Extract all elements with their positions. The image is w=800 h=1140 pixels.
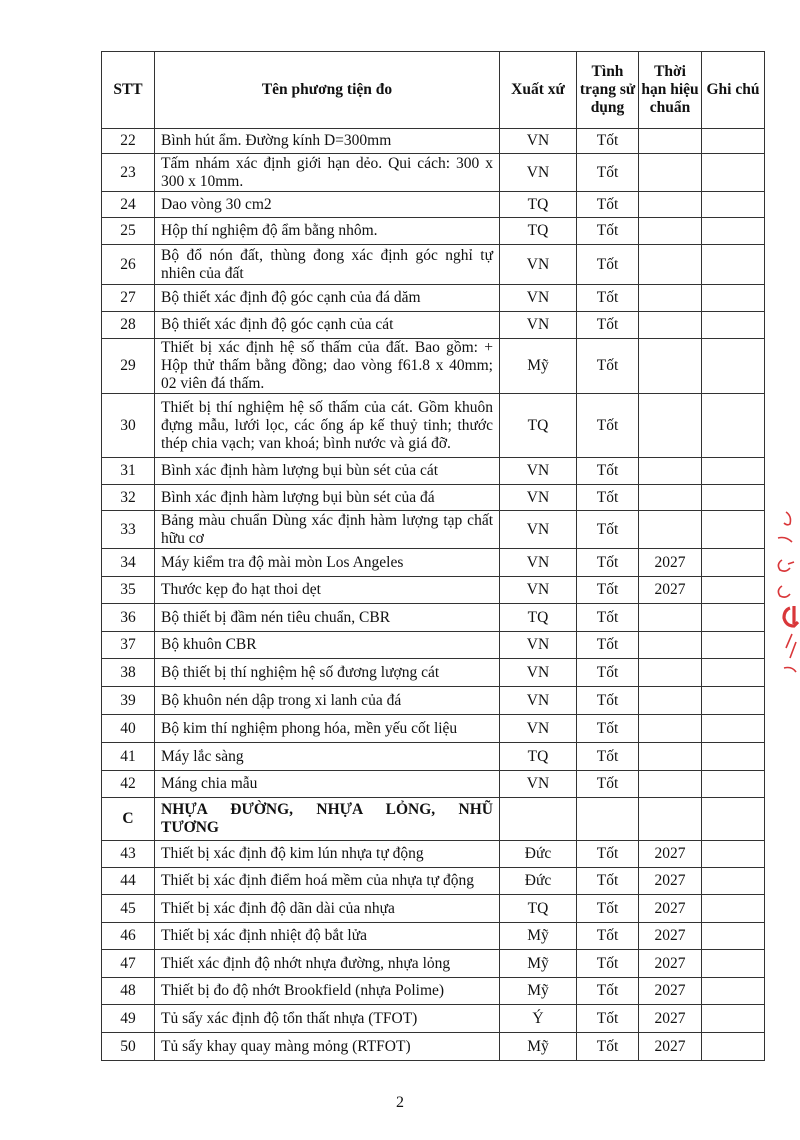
table-row — [102, 632, 765, 659]
cell-note — [702, 715, 765, 743]
table-row — [102, 129, 765, 154]
cell-name: Thiết xác định độ nhớt nhựa đường, nhựa lỏng — [155, 950, 500, 978]
cell-status: Tốt — [577, 978, 639, 1005]
cell-stt: 29 — [102, 339, 155, 394]
cell-origin: Mỹ — [500, 950, 577, 978]
cell-name: Bộ khuôn CBR — [155, 632, 500, 659]
cell-origin: TQ — [500, 192, 577, 218]
cell-calibration: 2027 — [639, 549, 702, 577]
cell-stt: 40 — [102, 715, 155, 743]
cell-note — [702, 192, 765, 218]
cell-name: Bình hút ẩm. Đường kính D=300mm — [155, 129, 500, 154]
header-calibration: Thời hạn hiệu chuẩn — [639, 52, 702, 129]
cell-stt: 36 — [102, 604, 155, 632]
cell-status: Tốt — [577, 218, 639, 245]
cell-name: Dao vòng 30 cm2 — [155, 192, 500, 218]
cell-stt: 28 — [102, 312, 155, 339]
table-row — [102, 458, 765, 485]
cell-stt: 25 — [102, 218, 155, 245]
cell-status: Tốt — [577, 923, 639, 950]
cell-status: Tốt — [577, 1005, 639, 1033]
table-row — [102, 245, 765, 285]
cell-note — [702, 245, 765, 285]
cell-stt: 22 — [102, 129, 155, 154]
page-number: 2 — [396, 1094, 404, 1111]
table-row — [102, 895, 765, 923]
cell-calibration: 2027 — [639, 1033, 702, 1061]
cell-stt: C — [102, 798, 155, 841]
cell-stt: 48 — [102, 978, 155, 1005]
cell-note — [702, 895, 765, 923]
cell-stt: 33 — [102, 511, 155, 549]
cell-note — [702, 129, 765, 154]
cell-calibration — [639, 129, 702, 154]
cell-stt: 43 — [102, 841, 155, 868]
table-row — [102, 511, 765, 549]
cell-note — [702, 285, 765, 312]
cell-note — [702, 312, 765, 339]
cell-name: Bộ đổ nón đất, thùng đong xác định góc nghỉ tự nhiên của đất — [155, 245, 500, 285]
cell-origin: TQ — [500, 604, 577, 632]
cell-status: Tốt — [577, 841, 639, 868]
cell-status: Tốt — [577, 577, 639, 604]
cell-calibration — [639, 285, 702, 312]
header-status: Tình trạng sử dụng — [577, 52, 639, 129]
cell-calibration — [639, 312, 702, 339]
cell-note — [702, 604, 765, 632]
cell-calibration — [639, 339, 702, 394]
cell-origin: Mỹ — [500, 978, 577, 1005]
cell-status: Tốt — [577, 511, 639, 549]
table-row — [102, 978, 765, 1005]
cell-stt: 34 — [102, 549, 155, 577]
cell-note — [702, 154, 765, 192]
cell-note — [702, 978, 765, 1005]
cell-origin: Đức — [500, 868, 577, 895]
cell-calibration — [639, 245, 702, 285]
cell-status: Tốt — [577, 771, 639, 798]
cell-name: Bộ kim thí nghiệm phong hóa, mền yếu cốt liệu — [155, 715, 500, 743]
cell-calibration: 2027 — [639, 868, 702, 895]
cell-name: Thiết bị thí nghiệm hệ số thấm của cát. Gồm khuôn đựng mẫu, lưới lọc, các ống áp kế thuỷ tinh; thước thép chia vạch; van khoá; bình nước và giá đỡ. — [155, 394, 500, 458]
cell-status: Tốt — [577, 549, 639, 577]
cell-name: Bình xác định hàm lượng bụi bùn sét của đá — [155, 485, 500, 511]
table-row — [102, 218, 765, 245]
cell-calibration — [639, 659, 702, 687]
cell-origin — [500, 798, 577, 841]
cell-stt: 39 — [102, 687, 155, 715]
cell-origin: VN — [500, 154, 577, 192]
cell-status — [577, 798, 639, 841]
cell-note — [702, 339, 765, 394]
table-row — [102, 659, 765, 687]
cell-calibration — [639, 632, 702, 659]
table-row — [102, 339, 765, 394]
cell-origin: VN — [500, 285, 577, 312]
table-row — [102, 771, 765, 798]
cell-calibration — [639, 218, 702, 245]
cell-calibration — [639, 687, 702, 715]
cell-note — [702, 868, 765, 895]
table-body — [102, 129, 765, 1061]
table-row — [102, 285, 765, 312]
table-row — [102, 154, 765, 192]
cell-name: Thiết bị xác định độ dãn dài của nhựa — [155, 895, 500, 923]
cell-name: Máng chia mẫu — [155, 771, 500, 798]
cell-origin: VN — [500, 245, 577, 285]
cell-name: Hộp thí nghiệm độ ẩm bằng nhôm. — [155, 218, 500, 245]
table-row — [102, 687, 765, 715]
cell-stt: 31 — [102, 458, 155, 485]
table-row — [102, 604, 765, 632]
cell-note — [702, 1005, 765, 1033]
cell-stt: 23 — [102, 154, 155, 192]
cell-note — [702, 798, 765, 841]
cell-origin: VN — [500, 715, 577, 743]
cell-name: Tủ sấy khay quay màng mỏng (RTFOT) — [155, 1033, 500, 1061]
cell-stt: 24 — [102, 192, 155, 218]
cell-status: Tốt — [577, 868, 639, 895]
cell-origin: VN — [500, 312, 577, 339]
cell-origin: Mỹ — [500, 339, 577, 394]
cell-origin: VN — [500, 549, 577, 577]
cell-note — [702, 549, 765, 577]
table-row — [102, 923, 765, 950]
red-stamp-fragment — [760, 498, 800, 688]
cell-name: Bộ thiết bị thí nghiệm hệ số đương lượng cát — [155, 659, 500, 687]
cell-calibration: 2027 — [639, 923, 702, 950]
cell-calibration — [639, 798, 702, 841]
cell-name: Thiết bị xác định nhiệt độ bắt lửa — [155, 923, 500, 950]
cell-status: Tốt — [577, 312, 639, 339]
cell-stt: 42 — [102, 771, 155, 798]
cell-origin: VN — [500, 632, 577, 659]
cell-status: Tốt — [577, 394, 639, 458]
cell-calibration — [639, 511, 702, 549]
cell-calibration — [639, 771, 702, 798]
cell-calibration: 2027 — [639, 895, 702, 923]
cell-stt: 49 — [102, 1005, 155, 1033]
table-row — [102, 841, 765, 868]
cell-stt: 26 — [102, 245, 155, 285]
cell-stt: 45 — [102, 895, 155, 923]
cell-name: Thiết bị xác định điểm hoá mềm của nhựa tự động — [155, 868, 500, 895]
cell-calibration: 2027 — [639, 841, 702, 868]
cell-origin: TQ — [500, 218, 577, 245]
cell-name: Tủ sấy xác định độ tổn thất nhựa (TFOT) — [155, 1005, 500, 1033]
cell-name: Bảng màu chuẩn Dùng xác định hàm lượng tạp chất hữu cơ — [155, 511, 500, 549]
cell-note — [702, 458, 765, 485]
cell-calibration: 2027 — [639, 577, 702, 604]
cell-status: Tốt — [577, 632, 639, 659]
cell-status: Tốt — [577, 245, 639, 285]
cell-origin: VN — [500, 511, 577, 549]
cell-origin: VN — [500, 687, 577, 715]
cell-note — [702, 687, 765, 715]
cell-name: Máy kiểm tra độ mài mòn Los Angeles — [155, 549, 500, 577]
cell-status: Tốt — [577, 659, 639, 687]
cell-status: Tốt — [577, 1033, 639, 1061]
cell-name: Bộ thiết xác định độ góc cạnh của cát — [155, 312, 500, 339]
cell-calibration — [639, 154, 702, 192]
cell-stt: 32 — [102, 485, 155, 511]
cell-status: Tốt — [577, 895, 639, 923]
cell-origin: Mỹ — [500, 923, 577, 950]
table-row — [102, 1033, 765, 1061]
cell-name: Thiết bị xác định hệ số thấm của đất. Bao gồm: + Hộp thử thấm bằng đồng; dao vòng f61.8 x 40mm; 02 viên đá thấm. — [155, 339, 500, 394]
cell-calibration: 2027 — [639, 1005, 702, 1033]
table-row — [102, 312, 765, 339]
cell-name: Thiết bị đo độ nhớt Brookfield (nhựa Polime) — [155, 978, 500, 1005]
header-name: Tên phương tiện đo — [155, 52, 500, 129]
cell-origin: Mỹ — [500, 1033, 577, 1061]
cell-stt: 27 — [102, 285, 155, 312]
cell-name: Bộ thiết xác định độ góc cạnh của đá dăm — [155, 285, 500, 312]
cell-name: Bình xác định hàm lượng bụi bùn sét của cát — [155, 458, 500, 485]
cell-origin: VN — [500, 577, 577, 604]
cell-status: Tốt — [577, 743, 639, 771]
cell-name: Thước kẹp đo hạt thoi dẹt — [155, 577, 500, 604]
header-stt: STT — [102, 52, 155, 129]
table-row — [102, 715, 765, 743]
cell-calibration — [639, 192, 702, 218]
cell-status: Tốt — [577, 192, 639, 218]
cell-calibration: 2027 — [639, 978, 702, 1005]
table-row — [102, 394, 765, 458]
cell-status: Tốt — [577, 285, 639, 312]
cell-stt: 46 — [102, 923, 155, 950]
cell-origin: VN — [500, 129, 577, 154]
cell-stt: 37 — [102, 632, 155, 659]
cell-origin: Đức — [500, 841, 577, 868]
cell-name: Tấm nhám xác định giới hạn dẻo. Qui cách: 300 x 300 x 10mm. — [155, 154, 500, 192]
cell-name: Máy lắc sàng — [155, 743, 500, 771]
cell-note — [702, 950, 765, 978]
table-row — [102, 549, 765, 577]
cell-origin: VN — [500, 458, 577, 485]
cell-name: Bộ thiết bị đầm nén tiêu chuẩn, CBR — [155, 604, 500, 632]
cell-status: Tốt — [577, 604, 639, 632]
cell-origin: TQ — [500, 743, 577, 771]
cell-name: Bộ khuôn nén dập trong xi lanh của đá — [155, 687, 500, 715]
cell-name: NHỰA ĐƯỜNG, NHỰA LỎNG, NHŨ TƯƠNG — [155, 798, 500, 841]
cell-status: Tốt — [577, 950, 639, 978]
cell-origin: Ý — [500, 1005, 577, 1033]
cell-calibration — [639, 485, 702, 511]
cell-note — [702, 218, 765, 245]
table-row — [102, 950, 765, 978]
cell-note — [702, 511, 765, 549]
table-row — [102, 577, 765, 604]
header-note: Ghi chú — [702, 52, 765, 129]
section-row — [102, 798, 765, 841]
cell-stt: 47 — [102, 950, 155, 978]
cell-origin: TQ — [500, 895, 577, 923]
cell-note — [702, 771, 765, 798]
cell-status: Tốt — [577, 458, 639, 485]
cell-calibration — [639, 715, 702, 743]
cell-stt: 35 — [102, 577, 155, 604]
cell-origin: VN — [500, 659, 577, 687]
table-row — [102, 192, 765, 218]
cell-status: Tốt — [577, 154, 639, 192]
cell-calibration: 2027 — [639, 950, 702, 978]
cell-stt: 50 — [102, 1033, 155, 1061]
cell-note — [702, 632, 765, 659]
cell-calibration — [639, 394, 702, 458]
cell-calibration — [639, 604, 702, 632]
cell-note — [702, 841, 765, 868]
cell-note — [702, 485, 765, 511]
cell-note — [702, 577, 765, 604]
cell-status: Tốt — [577, 485, 639, 511]
cell-stt: 41 — [102, 743, 155, 771]
table-header-row — [102, 52, 765, 129]
cell-status: Tốt — [577, 339, 639, 394]
cell-status: Tốt — [577, 715, 639, 743]
cell-origin: VN — [500, 485, 577, 511]
cell-name: Thiết bị xác định độ kim lún nhựa tự động — [155, 841, 500, 868]
cell-origin: TQ — [500, 394, 577, 458]
table-row — [102, 743, 765, 771]
table-row — [102, 1005, 765, 1033]
cell-stt: 38 — [102, 659, 155, 687]
cell-status: Tốt — [577, 687, 639, 715]
table-row — [102, 485, 765, 511]
cell-note — [702, 1033, 765, 1061]
cell-note — [702, 743, 765, 771]
cell-calibration — [639, 743, 702, 771]
cell-note — [702, 394, 765, 458]
cell-calibration — [639, 458, 702, 485]
cell-stt: 44 — [102, 868, 155, 895]
header-origin: Xuất xứ — [500, 52, 577, 129]
cell-stt: 30 — [102, 394, 155, 458]
cell-origin: VN — [500, 771, 577, 798]
cell-status: Tốt — [577, 129, 639, 154]
cell-note — [702, 923, 765, 950]
table-row — [102, 868, 765, 895]
equipment-table — [101, 51, 765, 1061]
cell-note — [702, 659, 765, 687]
